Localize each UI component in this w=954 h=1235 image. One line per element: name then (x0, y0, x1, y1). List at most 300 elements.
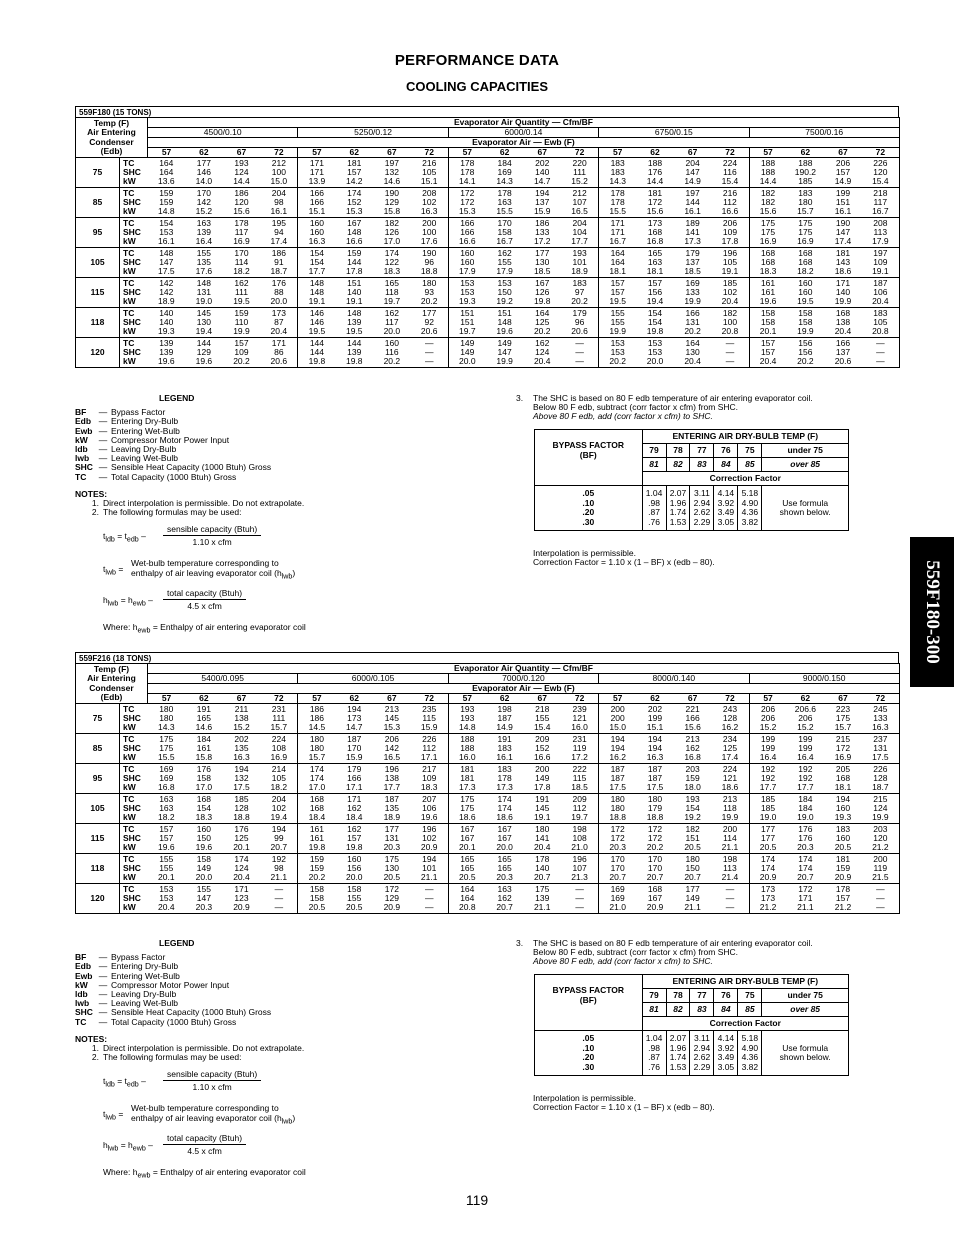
cell-tc: 151 (347, 278, 362, 288)
cell-shc: 146 (309, 317, 325, 327)
cell-tc: 216 (422, 158, 437, 168)
table-cell (787, 824, 825, 854)
table-cell (486, 188, 524, 218)
temp-value: 120 (76, 338, 120, 368)
cell-kw: 20.0 (383, 326, 401, 336)
page-subtitle: COOLING CAPACITIES (405, 79, 549, 94)
table-cell (448, 308, 486, 338)
cell-shc: 135 (196, 257, 211, 267)
cell-kw: 15.8 (195, 752, 213, 762)
cell-kw: 17.5 (646, 782, 664, 792)
bp-value: 2.62 (693, 1052, 711, 1062)
capacity-table (75, 117, 900, 368)
cell-tc: 149 (460, 338, 475, 348)
cell-kw: 16.3 (233, 752, 250, 762)
table-cell (148, 824, 186, 854)
cell-tc: 179 (572, 308, 587, 318)
cell-kw: 15.8 (383, 206, 401, 216)
airflow-value: 9000/0.150 (749, 674, 899, 684)
bp-value: 2.94 (693, 1042, 711, 1053)
cell-kw: 20.6 (834, 356, 852, 366)
ewb-header-row (76, 138, 900, 148)
table-cell (223, 794, 261, 824)
table-cell (711, 308, 749, 338)
cell-kw: 19.9 (233, 326, 250, 336)
formula-line-text: enthalpy of air leaving evaporator coil (h (131, 1112, 282, 1123)
value-kind-labels (120, 158, 148, 188)
cell-tc: 144 (196, 338, 211, 348)
cell-tc: 180 (535, 824, 550, 834)
cell-kw: 21.2 (759, 902, 777, 912)
table-cell (148, 278, 186, 308)
table-cell (824, 764, 862, 794)
cell-shc: 206 (798, 713, 813, 723)
table-cell (185, 704, 223, 734)
cell-shc: 165 (196, 713, 211, 723)
value-kind-label: TC (123, 704, 135, 714)
cell-shc: 120 (873, 833, 888, 843)
table-cell (448, 704, 486, 734)
cell-kw: 20.7 (533, 872, 551, 882)
table-cell (298, 248, 336, 278)
table-cell (561, 794, 599, 824)
bp-value: 4.14 (717, 488, 735, 498)
bp-temp: 85 (738, 1003, 762, 1017)
cell-kw: 20.4 (158, 902, 175, 912)
cell-tc: 226 (422, 734, 437, 744)
cell-tc: 180 (159, 704, 174, 714)
cell-shc: 173 (760, 893, 776, 903)
table-cell (223, 884, 261, 914)
ewb-value: 67 (523, 694, 561, 704)
table-cell (148, 794, 186, 824)
cell-tc: 181 (835, 248, 851, 258)
cell-shc: 180 (798, 197, 813, 207)
cell-shc: 155 (497, 257, 512, 267)
cell-tc: 174 (309, 764, 325, 774)
cell-tc: 231 (271, 704, 286, 714)
table-cell (636, 854, 674, 884)
cell-kw: 19.1 (345, 296, 363, 306)
bp-temp: over 85 (762, 1003, 849, 1017)
table-cell (787, 338, 825, 368)
note-text: Below 80 F edb, subtract (corr factor x cfm) from SHC. (533, 402, 739, 413)
table-cell (223, 824, 261, 854)
cell-tc: 196 (384, 764, 399, 774)
table-cell (223, 854, 261, 884)
cell-kw: 19.8 (646, 326, 664, 336)
cell-shc: 114 (234, 257, 249, 267)
performance-table-559f216 (75, 652, 899, 914)
cell-kw: 20.2 (533, 326, 551, 336)
legend-dash: — (98, 970, 108, 981)
table-cell (523, 188, 561, 218)
cell-tc: 158 (798, 308, 813, 318)
cell-shc: 157 (610, 287, 625, 297)
airflow-value: 7000/0.120 (448, 674, 598, 684)
formula-sub: ewb (137, 627, 151, 636)
table-cell (148, 764, 186, 794)
cell-shc: 144 (347, 257, 362, 267)
cell-kw: 16.9 (834, 752, 852, 762)
table-cell (486, 794, 524, 824)
cell-shc: — (725, 347, 735, 357)
legend-item (75, 1018, 495, 1027)
cell-kw: 18.9 (158, 296, 175, 306)
bp-col (642, 486, 666, 531)
notes-title: NOTES: (75, 488, 108, 499)
cell-tc: 179 (347, 764, 362, 774)
legend-dash: — (98, 1007, 108, 1018)
cell-kw: 16.6 (459, 236, 476, 246)
cell-tc: 202 (535, 158, 550, 168)
value-kind-label: kW (123, 356, 136, 366)
cell-tc: 186 (535, 218, 550, 228)
cell-shc: 156 (647, 287, 663, 297)
legend-dash: — (98, 952, 108, 963)
bp-factor: .10 (582, 497, 595, 508)
cell-kw: 20.1 (759, 326, 777, 336)
cell-shc: 187 (497, 713, 512, 723)
bp-temp: 84 (714, 458, 738, 472)
table-cell (636, 704, 674, 734)
cell-tc: 185 (234, 794, 249, 804)
cell-kw: 21.4 (721, 872, 739, 882)
cell-shc: 158 (309, 893, 325, 903)
cell-kw: 19.3 (158, 326, 175, 336)
table-cell (599, 884, 637, 914)
cell-tc: 178 (497, 188, 512, 198)
value-kind-labels (120, 308, 148, 338)
airflow-value: 6000/0.105 (298, 674, 448, 684)
cell-kw: 18.3 (383, 266, 401, 276)
cell-kw: 19.7 (459, 326, 476, 336)
table-cell (260, 248, 298, 278)
formula-lhs (103, 1141, 153, 1154)
table-cell (636, 734, 674, 764)
cell-kw: 19.9 (684, 296, 701, 306)
cell-kw: 16.6 (345, 236, 363, 246)
bp-value: 3.05 (717, 1061, 735, 1072)
bp-value: .76 (648, 1061, 660, 1072)
cell-tc: 188 (647, 158, 663, 168)
table-cell (185, 338, 223, 368)
table-cell (373, 764, 411, 794)
bp-col (738, 1031, 762, 1076)
legend-text: Bypass Factor (111, 407, 166, 418)
cell-tc: 224 (722, 764, 738, 774)
cell-kw: 15.3 (459, 206, 476, 216)
cell-kw: 15.0 (270, 176, 288, 186)
cell-tc: 157 (647, 278, 663, 288)
bp-temp: 84 (714, 1003, 738, 1017)
cell-shc: 86 (274, 347, 284, 357)
cell-shc: 178 (610, 197, 625, 207)
formula-fraction (163, 525, 261, 546)
cell-tc: 155 (196, 884, 211, 894)
cell-kw: 15.6 (233, 206, 250, 216)
cell-tc: 159 (159, 188, 174, 198)
cell-kw: 21.1 (797, 902, 814, 912)
ewb-value: 62 (335, 694, 373, 704)
cell-kw: 20.5 (834, 842, 852, 852)
cell-tc: 213 (685, 734, 700, 744)
note-number: 2. (91, 1052, 99, 1063)
table-cell (749, 764, 787, 794)
cell-kw: — (725, 902, 735, 912)
value-kind-labels (120, 278, 148, 308)
legend-text: Sensible Heat Capacity (1000 Btuh) Gross (111, 462, 272, 473)
cell-tc: 183 (497, 764, 512, 774)
table-cell (411, 278, 449, 308)
formula-line (131, 569, 295, 582)
cell-tc: 177 (685, 884, 700, 894)
table-cell (411, 188, 449, 218)
cell-shc: 154 (196, 803, 211, 813)
cell-shc: 131 (873, 743, 888, 753)
cell-tc: 171 (234, 884, 249, 894)
formula-where (103, 623, 495, 636)
table-cell (448, 734, 486, 764)
cell-shc: 99 (274, 833, 284, 843)
cell-kw: 20.5 (308, 902, 326, 912)
table-cell (636, 218, 674, 248)
table-cell (749, 158, 787, 188)
value-kind-label: TC (123, 764, 135, 774)
cell-kw: 17.9 (459, 266, 476, 276)
cell-kw: 18.3 (195, 812, 213, 822)
cell-kw: 19.5 (797, 296, 814, 306)
cell-kw: 21.1 (533, 902, 551, 912)
airflow-value: 5250/0.12 (298, 128, 448, 138)
bp-value: 1.96 (669, 497, 687, 508)
cell-tc: 187 (647, 764, 663, 774)
cell-shc: 138 (234, 713, 249, 723)
cell-tc: 182 (685, 824, 700, 834)
cell-kw: 17.7 (571, 236, 588, 246)
cell-tc: 170 (196, 188, 211, 198)
cell-kw: 17.0 (383, 236, 401, 246)
formula-sub: lwb (107, 1145, 119, 1154)
note-text: Above 80 F edb, add (corr factor x cfm) to SHC. (533, 956, 713, 967)
cell-tc: — (424, 884, 434, 894)
formula-line-end: ) (292, 1112, 296, 1123)
cell-shc: 140 (835, 287, 851, 297)
table-cell (148, 884, 186, 914)
table-cell (298, 884, 336, 914)
cell-kw: 20.1 (233, 842, 250, 852)
cell-kw: 19.3 (459, 296, 476, 306)
cell-kw: 20.2 (571, 296, 588, 306)
cell-shc: 125 (722, 743, 738, 753)
table-cell (674, 188, 712, 218)
table-cell (260, 854, 298, 884)
cell-kw: 18.5 (684, 266, 701, 276)
side-tab (910, 537, 954, 687)
value-kind-labels (120, 884, 148, 914)
cell-shc: 139 (535, 893, 550, 903)
cell-kw: 18.1 (834, 782, 852, 792)
cell-kw: 20.0 (195, 872, 213, 882)
cell-kw: 16.6 (533, 752, 551, 762)
side-tab-label: 559F180-300 (922, 560, 943, 664)
table-cell (298, 278, 336, 308)
cell-shc: 155 (535, 713, 550, 723)
cell-kw: 20.1 (459, 842, 476, 852)
bp-factor: .20 (582, 507, 595, 517)
cell-kw: 19.6 (496, 326, 513, 336)
table-cell (486, 158, 524, 188)
value-kind-label: SHC (123, 197, 141, 207)
table-cell (335, 158, 373, 188)
table-cell (185, 764, 223, 794)
table-cell (749, 308, 787, 338)
table-row (76, 248, 900, 278)
bp-value: 2.62 (693, 507, 711, 517)
cell-shc: 199 (760, 743, 776, 753)
cell-tc: 196 (572, 854, 587, 864)
cell-kw: 16.2 (609, 752, 626, 762)
cell-kw: 20.4 (270, 326, 288, 336)
ewb-value: 72 (862, 148, 900, 158)
formula-eq: = (116, 1109, 124, 1120)
table-cell (824, 854, 862, 884)
cell-shc: 178 (460, 167, 475, 177)
table-cell (561, 884, 599, 914)
cell-shc: 121 (572, 713, 587, 723)
cell-shc: 164 (460, 893, 475, 903)
table-cell (260, 764, 298, 794)
cell-shc: 192 (798, 773, 813, 783)
cell-shc: 101 (422, 863, 437, 873)
table-cell (711, 854, 749, 884)
cell-shc: 139 (196, 227, 211, 237)
formula-lwb (75, 559, 495, 583)
cell-tc: 198 (497, 704, 512, 714)
bp-value: 2.29 (693, 1061, 711, 1072)
cell-tc: 168 (309, 794, 325, 804)
formula-sub: ldb (105, 536, 115, 545)
cell-tc: 196 (422, 824, 437, 834)
cell-shc: 169 (610, 893, 625, 903)
table-cell (824, 158, 862, 188)
cell-kw: 17.1 (420, 752, 438, 762)
cell-tc: 188 (460, 734, 475, 744)
cell-kw: 21.1 (270, 872, 288, 882)
cell-tc: 197 (873, 248, 888, 258)
cell-kw: 18.0 (684, 782, 701, 792)
cell-shc: 124 (873, 803, 888, 813)
table-cell (486, 734, 524, 764)
bp-value: 3.92 (717, 497, 735, 508)
cell-shc: 150 (497, 287, 512, 297)
table-cell (824, 338, 862, 368)
cell-tc: 239 (572, 704, 587, 714)
notes-title: NOTES: (75, 1033, 108, 1044)
ewb-value: 72 (862, 694, 900, 704)
formula-var: t (103, 531, 106, 542)
formula-var: = h (118, 595, 133, 606)
temp-header-line: (Edb) (100, 691, 123, 702)
cell-tc: 198 (572, 824, 587, 834)
cell-kw: 19.2 (496, 296, 513, 306)
formula-sub: lwb (107, 600, 119, 609)
cell-shc: 131 (196, 287, 211, 297)
cell-tc: 170 (497, 218, 512, 228)
cell-shc: 162 (685, 743, 700, 753)
where-text: Where: h (103, 1167, 138, 1178)
cell-shc: 151 (685, 833, 700, 843)
cell-kw: 20.3 (496, 872, 513, 882)
bp-temp: 75 (738, 989, 762, 1003)
cell-kw: 20.4 (834, 326, 852, 336)
value-kind-label: SHC (123, 227, 141, 237)
cell-tc: 162 (234, 278, 249, 288)
temp-value: 105 (76, 248, 120, 278)
cell-shc: 180 (159, 713, 174, 723)
cell-tc: 165 (460, 854, 475, 864)
cell-tc: 186 (309, 704, 325, 714)
table-cell (636, 884, 674, 914)
table-cell (711, 158, 749, 188)
value-kind-label: kW (123, 842, 136, 852)
value-kind-label: kW (123, 266, 136, 276)
cell-shc: 187 (647, 773, 663, 783)
cell-kw: 20.2 (420, 296, 438, 306)
cell-tc: 199 (835, 188, 851, 198)
cell-tc: 170 (610, 854, 625, 864)
cell-shc: 128 (873, 773, 888, 783)
cell-tc: 204 (271, 188, 286, 198)
formula-lhs (103, 596, 153, 609)
table-cell (674, 734, 712, 764)
cell-shc: 149 (460, 347, 475, 357)
cell-shc: 171 (798, 893, 813, 903)
cell-kw: 20.4 (684, 356, 701, 366)
table-cell (561, 248, 599, 278)
cell-shc: 126 (535, 287, 550, 297)
airflow-row (76, 674, 900, 684)
table-cell (185, 824, 223, 854)
bp-use-formula-text: shown below. (779, 1052, 831, 1062)
value-kind-label: kW (123, 782, 136, 792)
table-cell (523, 824, 561, 854)
cell-shc: 172 (610, 833, 625, 843)
cell-tc: 200 (873, 854, 888, 864)
cell-tc: 139 (159, 338, 174, 348)
formula-numerator: sensible capacity (Btuh) (163, 1070, 261, 1080)
cell-kw: 15.2 (571, 176, 588, 186)
cell-shc: 105 (271, 773, 286, 783)
cell-shc: 93 (424, 287, 434, 297)
cell-shc: 133 (535, 227, 550, 237)
bp-value: 2.29 (693, 516, 711, 527)
cell-tc: 245 (873, 704, 888, 714)
bp-value: 2.94 (693, 497, 711, 508)
cell-kw: 15.3 (383, 722, 401, 732)
cell-kw: 17.6 (420, 236, 438, 246)
legend-text: Leaving Wet-Bulb (111, 998, 178, 1009)
table-cell (223, 278, 261, 308)
cell-tc: 226 (873, 158, 888, 168)
cell-shc: 118 (723, 803, 737, 813)
cell-kw: 17.4 (834, 236, 852, 246)
cell-tc: 200 (610, 704, 625, 714)
cell-kw: 17.6 (195, 266, 213, 276)
table-row (76, 884, 900, 914)
cell-kw: 19.9 (797, 326, 814, 336)
bp-temp: under 75 (762, 444, 849, 458)
